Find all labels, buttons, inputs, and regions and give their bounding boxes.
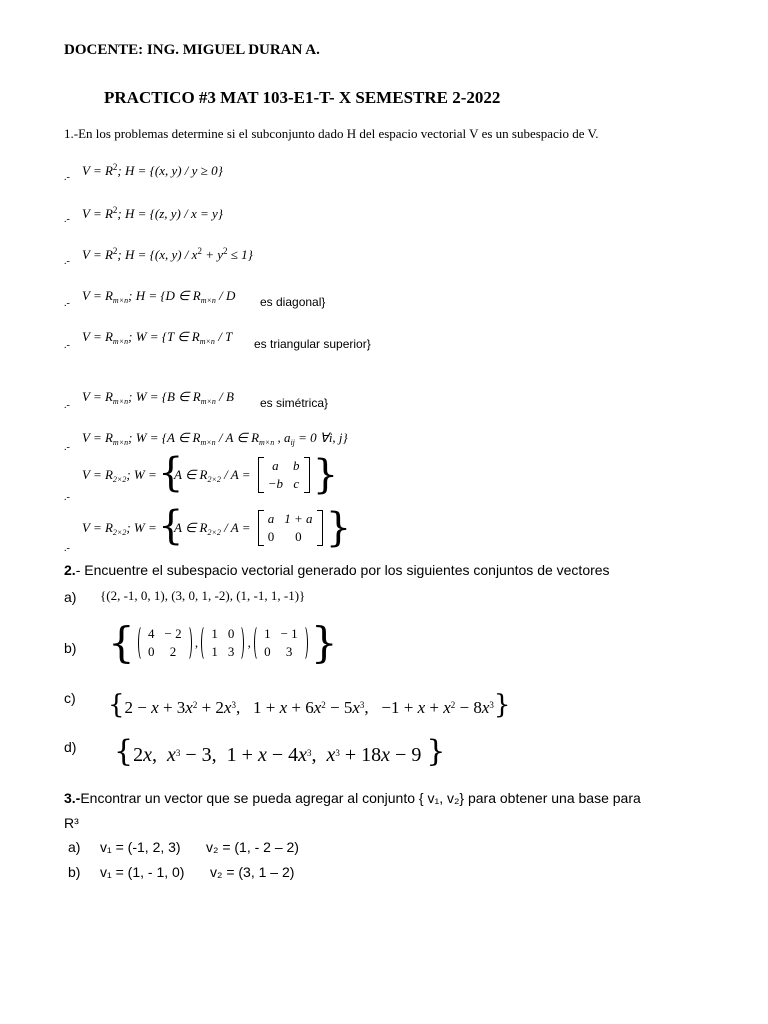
item-bullet: .- — [64, 543, 70, 554]
problem-2-statement — [64, 562, 610, 578]
item-bullet: .- — [64, 256, 70, 267]
formula-1-1: $V = R^2$; H = {(x, y) / y ≥ 0} — [82, 162, 223, 178]
formula-1-3: $V = R^2$; H = {(x, $y) / x^2 + y^2 \le 1$} — [82, 246, 253, 262]
vector-v2-a: v₂ = (1, - 2 – 2) — [206, 839, 299, 855]
item-bullet: .- — [64, 340, 70, 351]
problem-1-statement: 1.-En los problemas determine si el subconjunto dado H del espacio vectorial V es un subespacio de V. — [64, 126, 599, 141]
item-bullet: .- — [64, 442, 70, 453]
item-bullet: .- — [64, 298, 70, 309]
polynomial-set-c: {$2 - x + 3x^2 + 2x^3$, $1 + x + 6x^2 - 5x^3$, $-1 + x + x^2 - 8x^3$} — [108, 690, 511, 720]
item-label-3b: b) — [68, 864, 81, 880]
page-title: PRACTICO #3 MAT 103-E1-T- X SEMESTRE 2-2022 — [104, 88, 501, 107]
formula-1-2: $V = R^2$; H = {(z, y) / x = y} — [82, 205, 223, 221]
item-label-3a: a) — [68, 839, 81, 855]
formula-1-8: $V = R_{2\times 2}$; W = { A ∈ $R_{2\times 2}$ / A = a b −b c } — [82, 450, 339, 498]
item-label-a: a) — [64, 589, 77, 605]
formula-1-9: $V = R_{2\times 2}$; W = { A ∈ $R_{2\times 2}$ / A = a 1 + a 0 0 } — [82, 503, 352, 551]
problem-2-number: 2. — [64, 562, 76, 578]
matrix-set-b: { 4 − 2 0 2 , 1 0 1 3 , 1 − 1 0 3 } — [108, 618, 338, 667]
formula-1-6: $V = R_{m\times n}$; W = {B ∈ $R_{m\times n}$ / B — [82, 389, 234, 406]
note-diagonal: es diagonal} — [260, 295, 326, 309]
polynomial-set-d: {2x, $x^3 - 3$, $1 + x - 4x^3$, $x^3 + 18x - 9$ } — [114, 734, 446, 769]
teacher-line: DOCENTE: ING. MIGUEL DURAN A. — [64, 42, 320, 58]
vector-set-a: {(2, -1, 0, 1), (3, 0, 1, -2), (1, -1, 1, -1)} — [100, 588, 306, 603]
item-bullet: .- — [64, 492, 70, 503]
problem-3-statement — [64, 790, 641, 806]
formula-1-4: $V = R_{m\times n}$; H = {D ∈ $R_{m\times n}$ / D — [82, 288, 236, 305]
problem-3-text: Encontrar un vector que se pueda agregar al conjunto { v₁, v₂} para obtener una base para — [80, 790, 641, 806]
vector-v1-a: v₁ = (-1, 2, 3) — [100, 839, 181, 855]
formula-1-7: $V = R_{m\times n}$; W = {A ∈ $R_{m\times n}$ / A ∈ $R_{m\times n}$ , $a_{ij} = 0$ ∀i, j} — [82, 430, 348, 447]
note-upper-triangular: es triangular superior} — [254, 337, 371, 351]
item-bullet: .- — [64, 172, 70, 183]
problem-3-number: 3.- — [64, 790, 81, 806]
problem-3-space: R³ — [64, 815, 79, 831]
vector-v2-b: v₂ = (3, 1 – 2) — [210, 864, 295, 880]
formula-1-5: $V = R_{m\times n}$; W = {T ∈ $R_{m\times n}$ / T — [82, 329, 233, 346]
item-label-b: b) — [64, 640, 77, 656]
item-bullet: .- — [64, 400, 70, 411]
problem-2-text: - Encuentre el subespacio vectorial generado por los siguientes conjuntos de vectores — [75, 562, 610, 578]
note-symmetric: es simétrica} — [260, 396, 329, 410]
item-label-c: c) — [64, 690, 76, 706]
item-bullet: .- — [64, 214, 70, 225]
vector-v1-b: v₁ = (1, - 1, 0) — [100, 864, 185, 880]
item-label-d: d) — [64, 739, 77, 755]
